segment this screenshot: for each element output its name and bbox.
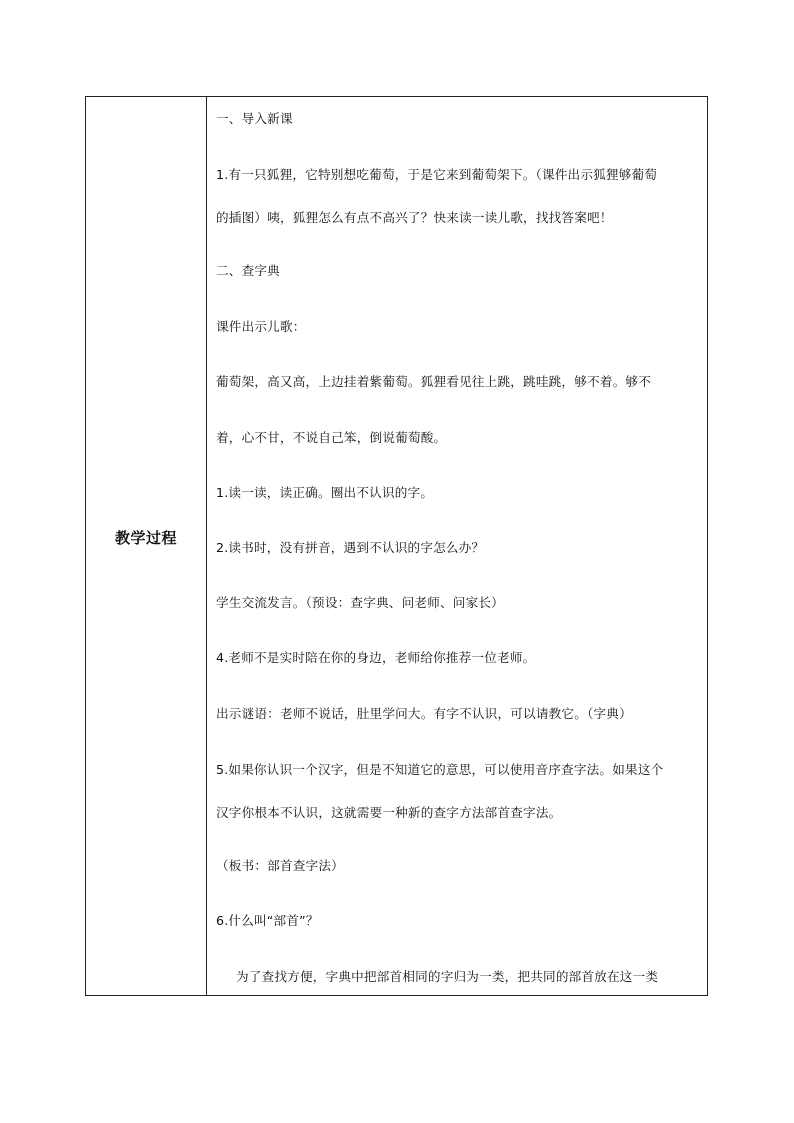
paragraph-line: 为了查找方便，字典中把部首相同的字归为一类，把共同的部首放在这一类 (236, 969, 659, 984)
paragraph-line: 汉字你根本不认识，这就需要一种新的查字方法部首查字法。 (216, 805, 562, 820)
paragraph-line: 出示谜语：老师不说话，肚里学问大。有字不认识，可以请教它。（字典） (216, 706, 632, 721)
paragraph-line: 学生交流发言。（预设：查字典、问老师、问家长） (216, 595, 504, 610)
paragraph-line: （板书：部首查字法） (216, 858, 344, 873)
paragraph-line: 5.如果你认识一个汉字，但是不知道它的意思，可以使用音序查字法。如果这个 (216, 762, 664, 777)
paragraph-line: 6.什么叫“部首”？ (216, 913, 319, 928)
paragraph-line: 的插图）咦，狐狸怎么有点不高兴了？快来读一读儿歌，找找答案吧！ (216, 210, 613, 225)
section-label: 教学过程 (114, 529, 177, 547)
paragraph-line: 1.有一只狐狸，它特别想吃葡萄，于是它来到葡萄架下。（课件出示狐狸够葡萄 (216, 167, 658, 182)
heading-intro: 一、导入新课 (216, 111, 293, 126)
lesson-table (85, 96, 708, 996)
content-cell (207, 97, 707, 995)
heading-dictionary: 二、查字典 (216, 263, 280, 278)
paragraph-line: 着，心不甘，不说自己笨，倒说葡萄酸。 (216, 430, 447, 445)
section-label-cell (86, 97, 207, 995)
paragraph-line: 课件出示儿歌： (216, 319, 306, 334)
paragraph-line: 2.读书时，没有拼音，遇到不认识的字怎么办？ (216, 540, 485, 555)
paragraph-line: 1.读一读，读正确。圈出不认识的字。 (216, 485, 434, 500)
paragraph-line: 4.老师不是实时陪在你的身边，老师给你推荐一位老师。 (216, 650, 536, 665)
paragraph-line: 葡萄架，高又高，上边挂着紫葡萄。狐狸看见往上跳，跳哇跳，够不着。够不 (216, 374, 651, 389)
